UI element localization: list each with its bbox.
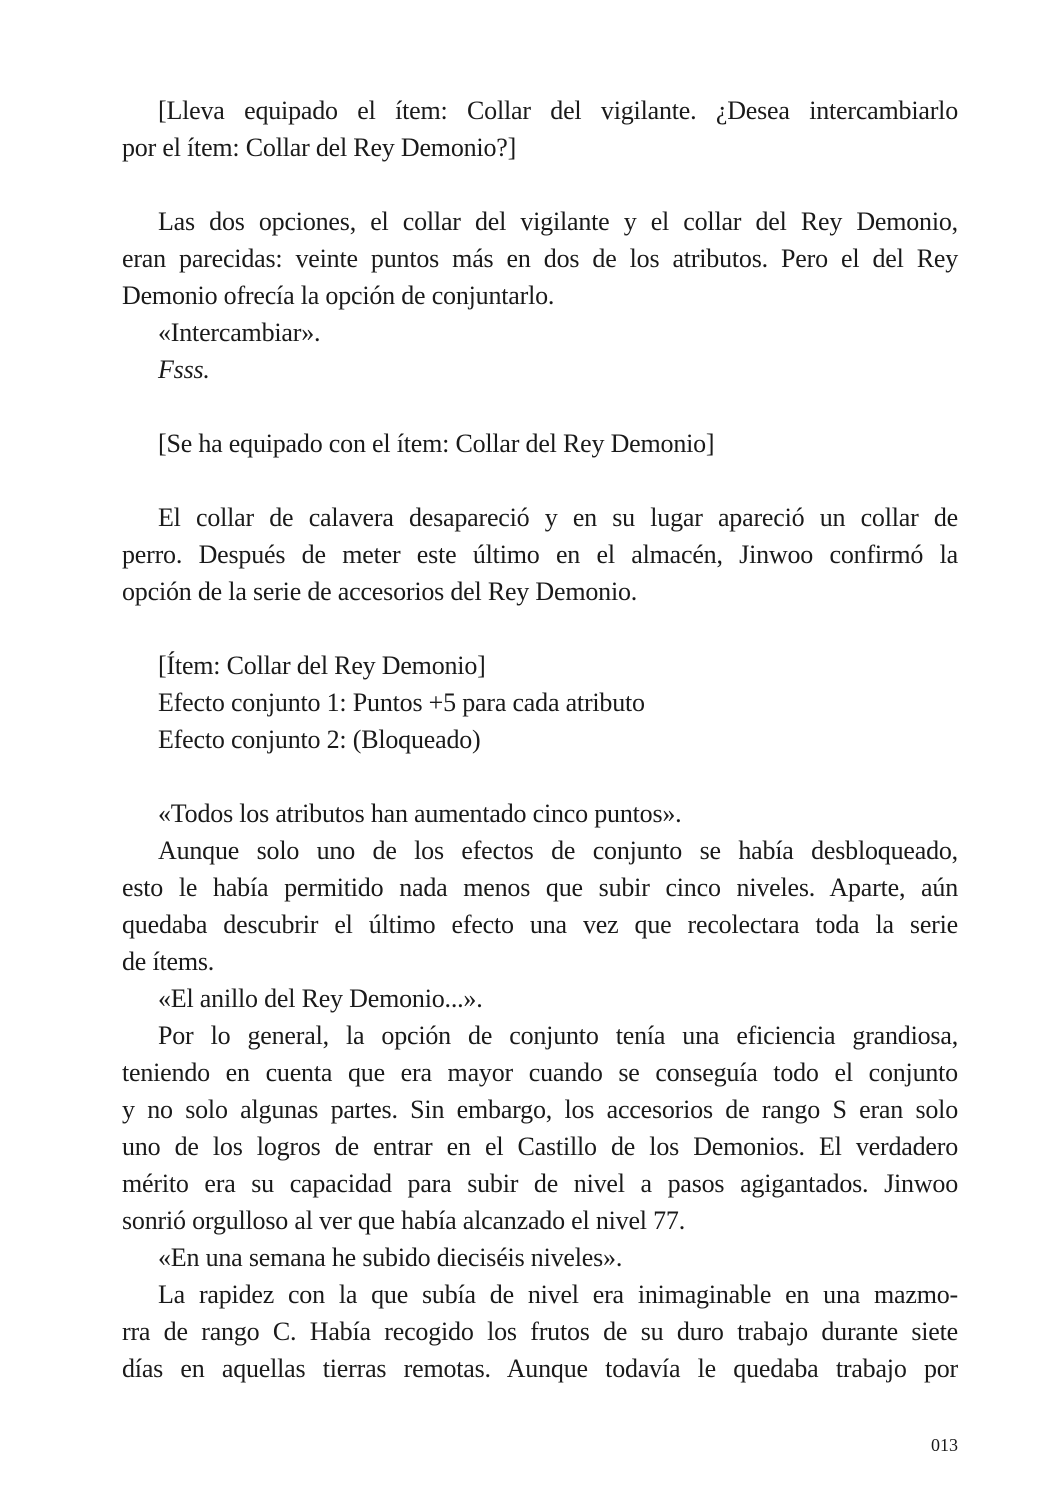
paragraph-gap (122, 610, 958, 647)
text-line: quedaba descubrir el último efecto una vez que recolectara toda la serie (122, 910, 958, 939)
text-line: Fsss. (158, 355, 210, 384)
text-line: uno de los logros de entrar en el Castillo de los Demonios. El verdadero (122, 1132, 958, 1161)
paragraph-gap (122, 388, 958, 425)
paragraph (122, 832, 958, 980)
text-line: rra de rango C. Había recogido los frutos de su duro trabajo durante siete (122, 1317, 958, 1346)
text-line: El collar de calavera desapareció y en su lugar apareció un collar de (158, 503, 958, 532)
paragraph (122, 203, 958, 314)
item-info-box (122, 647, 958, 758)
item-title: [Ítem: Collar del Rey Demonio] (158, 651, 486, 680)
text-line: y no solo algunas partes. Sin embargo, los accesorios de rango S eran solo (122, 1095, 958, 1124)
text-line: días en aquellas tierras remotas. Aunque todavía le quedaba trabajo por (122, 1354, 958, 1383)
dialogue-line (122, 314, 958, 351)
text-line: Por lo general, la opción de conjunto tenía una eficiencia grandiosa, (158, 1021, 958, 1050)
paragraph (122, 1017, 958, 1239)
text-line: Demonio ofrecía la opción de conjuntarlo. (122, 281, 555, 310)
text-line: «Todos los atributos han aumentado cinco puntos». (158, 799, 682, 828)
set-effect-1: Efecto conjunto 1: Puntos +5 para cada atributo (158, 688, 645, 717)
text-line: [Se ha equipado con el ítem: Collar del Rey Demonio] (158, 429, 715, 458)
text-line: [Lleva equipado el ítem: Collar del vigilante. ¿Desea intercambiarlo (158, 96, 958, 125)
paragraph-gap (122, 462, 958, 499)
text-line: La rapidez con la que subía de nivel era inimaginable en una mazmo- (158, 1280, 958, 1309)
text-line: «En una semana he subido dieciséis niveles». (158, 1243, 623, 1272)
book-page-body (122, 92, 958, 1387)
text-line: perro. Después de meter este último en el almacén, Jinwoo confirmó la (122, 540, 958, 569)
paragraph-gap (122, 758, 958, 795)
paragraph (122, 499, 958, 610)
sound-effect (122, 351, 958, 388)
text-line: mérito era su capacidad para subir de nivel a pasos agigantados. Jinwoo (122, 1169, 958, 1198)
dialogue-line (122, 1239, 958, 1276)
text-line: Las dos opciones, el collar del vigilante y el collar del Rey Demonio, (158, 207, 958, 236)
text-line: por el ítem: Collar del Rey Demonio?] (122, 133, 517, 162)
paragraph (122, 1276, 958, 1387)
dialogue-line (122, 980, 958, 1017)
text-line: teniendo en cuenta que era mayor cuando se conseguía todo el conjunto (122, 1058, 958, 1087)
text-line: Aunque solo uno de los efectos de conjunto se había desbloqueado, (158, 836, 958, 865)
text-line: opción de la serie de accesorios del Rey Demonio. (122, 577, 638, 606)
dialogue-line (122, 795, 958, 832)
page-number: 013 (931, 1435, 958, 1455)
system-message-swap-prompt (122, 92, 958, 166)
set-effect-2: Efecto conjunto 2: (Bloqueado) (158, 725, 481, 754)
text-line: de ítems. (122, 947, 215, 976)
text-line: eran parecidas: veinte puntos más en dos de los atributos. Pero el del Rey (122, 244, 958, 273)
text-line: sonrió orgulloso al ver que había alcanzado el nivel 77. (122, 1206, 686, 1235)
paragraph-gap (122, 166, 958, 203)
system-message-equipped (122, 425, 958, 462)
text-line: «El anillo del Rey Demonio...». (158, 984, 483, 1013)
text-line: esto le había permitido nada menos que subir cinco niveles. Aparte, aún (122, 873, 958, 902)
text-line: «Intercambiar». (158, 318, 321, 347)
